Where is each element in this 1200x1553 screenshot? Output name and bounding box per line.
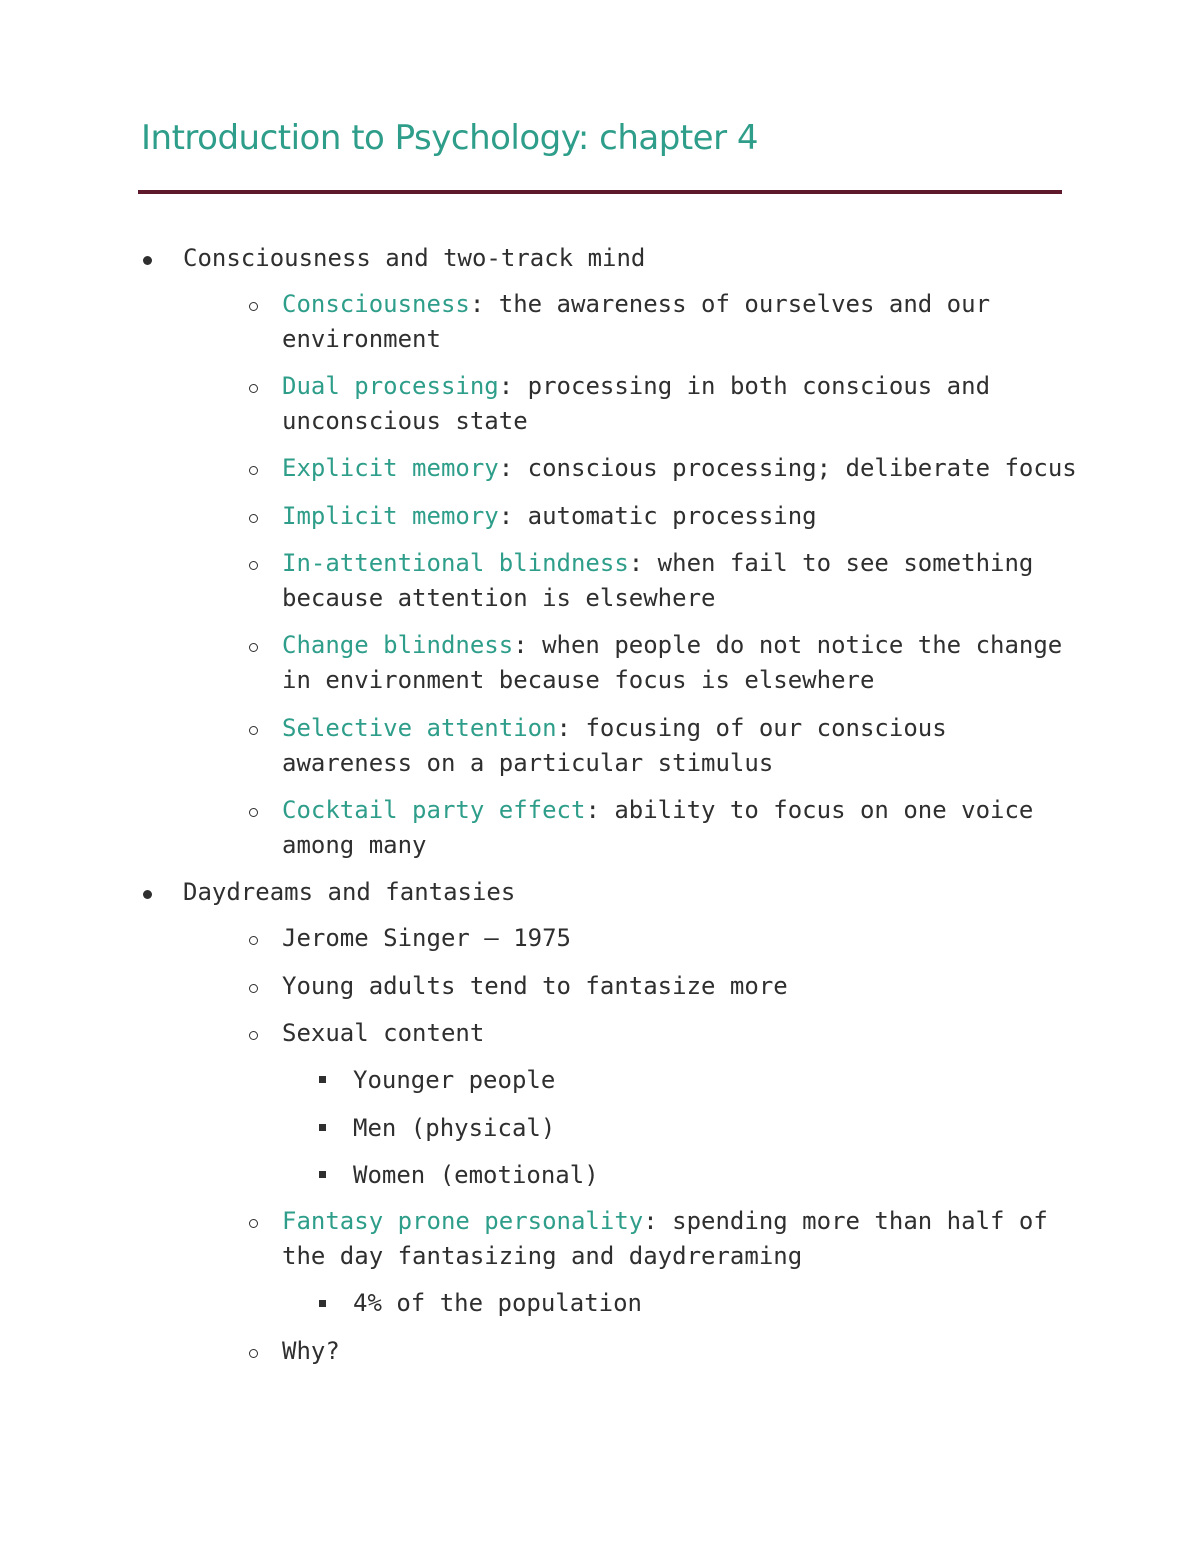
definition-continued: among many <box>282 831 427 859</box>
list-item: Why? <box>282 1337 340 1365</box>
definition-continued: awareness on a particular stimulus <box>282 749 774 777</box>
bullet-circle <box>249 561 258 570</box>
definition: : automatic processing <box>498 502 817 530</box>
term: Fantasy prone personality <box>282 1207 644 1235</box>
term: In-attentional blindness <box>282 549 629 577</box>
section-heading: Consciousness and two-track mind <box>183 244 646 272</box>
bullet-disc <box>143 256 152 265</box>
term: Implicit memory <box>282 502 499 530</box>
definition: : when fail to see something <box>628 549 1034 577</box>
definition-continued: in environment because focus is elsewhere <box>282 666 875 694</box>
bullet-circle <box>249 643 258 652</box>
list-item: Young adults tend to fantasize more <box>282 972 788 1000</box>
list-item <box>282 793 1033 828</box>
list-item: Jerome Singer – 1975 <box>282 924 571 952</box>
bullet-square <box>319 1171 326 1178</box>
sub-list-item: Women (emotional) <box>353 1161 599 1189</box>
bullet-circle <box>249 514 258 523</box>
bullet-circle <box>249 984 258 993</box>
definition-continued: environment <box>282 325 441 353</box>
list-item <box>282 711 947 746</box>
definition: : processing in both conscious and <box>498 372 991 400</box>
term: Change blindness <box>282 631 514 659</box>
definition: : spending more than half of <box>643 1207 1048 1235</box>
bullet-circle <box>249 1349 258 1358</box>
bullet-circle <box>249 302 258 311</box>
list-item <box>282 628 1062 663</box>
bullet-square <box>319 1124 326 1131</box>
definition: : ability to focus on one voice <box>585 796 1034 824</box>
list-item <box>282 546 1033 581</box>
definition-continued: the day fantasizing and daydreraming <box>282 1242 803 1270</box>
title-divider <box>138 190 1062 194</box>
list-item <box>282 369 990 404</box>
section-heading: Daydreams and fantasies <box>183 878 516 906</box>
sub-list-item: 4% of the population <box>353 1289 642 1317</box>
bullet-circle <box>249 384 258 393</box>
bullet-square <box>319 1076 326 1083</box>
definition: : the awareness of ourselves and our <box>469 290 991 318</box>
bullet-circle <box>249 726 258 735</box>
definition: : conscious processing; deliberate focus <box>498 454 1077 482</box>
list-item <box>282 1204 1048 1239</box>
definition-continued: because attention is elsewhere <box>282 584 716 612</box>
definition: : focusing of our conscious <box>556 714 947 742</box>
bullet-circle <box>249 466 258 475</box>
page-title: Introduction to Psychology: chapter 4 <box>141 118 758 158</box>
list-item: Sexual content <box>282 1019 485 1047</box>
list-item <box>282 499 817 534</box>
term: Cocktail party effect <box>282 796 586 824</box>
list-item <box>282 287 990 322</box>
term: Selective attention <box>282 714 557 742</box>
term: Consciousness <box>282 290 470 318</box>
bullet-circle <box>249 808 258 817</box>
sub-list-item: Men (physical) <box>353 1114 556 1142</box>
bullet-square <box>319 1300 326 1307</box>
term: Explicit memory <box>282 454 499 482</box>
bullet-disc <box>143 890 152 899</box>
sub-list-item: Younger people <box>353 1066 556 1094</box>
list-item <box>282 451 1077 486</box>
bullet-circle <box>249 1031 258 1040</box>
definition-continued: unconscious state <box>282 407 528 435</box>
bullet-circle <box>249 1219 258 1228</box>
definition: : when people do not notice the change <box>513 631 1063 659</box>
bullet-circle <box>249 936 258 945</box>
term: Dual processing <box>282 372 499 400</box>
